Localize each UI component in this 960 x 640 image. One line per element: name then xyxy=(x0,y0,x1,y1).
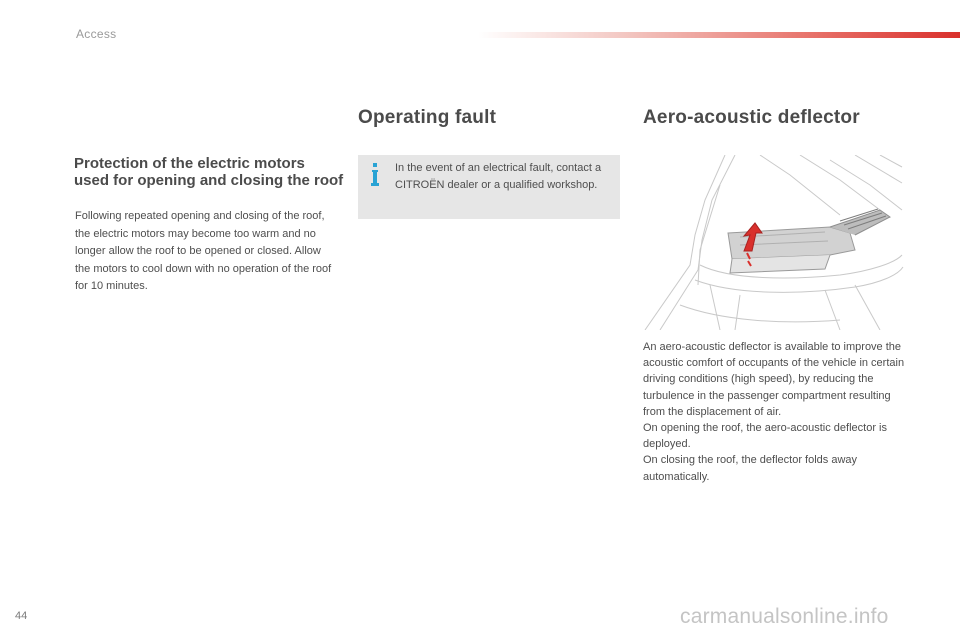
deflector-heading: Aero-acoustic deflector xyxy=(643,107,860,128)
deflector-paragraph: An aero-acoustic deflector is available to improve the acoustic comfort of occupants of the vehicle in certain driving conditions (high speed), by reducing the turbulence in the passenger compartment resulting from the displacement of air. xyxy=(643,341,905,418)
info-note-box xyxy=(358,155,620,219)
roof-deflector-illustration xyxy=(640,155,905,330)
roof-motor-protection-text: Following repeated opening and closing of the roof, the electric motors may become too warm and no longer allow the roof to be opened or closed. Allow the motors to cool down with no operation of the roof for 10 minutes. xyxy=(75,210,332,292)
roof-motor-protection-title: Protection of the electric motors used for opening and closing the roof xyxy=(74,155,344,189)
watermark-text: carmanualsonline.info xyxy=(680,605,889,628)
section-label: Access xyxy=(76,27,117,41)
deflector-paragraph: On closing the roof, the deflector folds away automatically. xyxy=(643,454,858,483)
operating-fault-heading: Operating fault xyxy=(358,107,497,128)
info-note-text: In the event of an electrical fault, contact a CITROËN dealer or a qualified workshop. xyxy=(395,162,602,191)
page-number: 44 xyxy=(15,610,28,622)
deflector-paragraph: On opening the roof, the aero-acoustic deflector is deployed. xyxy=(643,422,887,451)
deflector-description xyxy=(643,339,905,485)
header-accent-bar xyxy=(478,32,960,38)
info-icon xyxy=(367,162,383,188)
